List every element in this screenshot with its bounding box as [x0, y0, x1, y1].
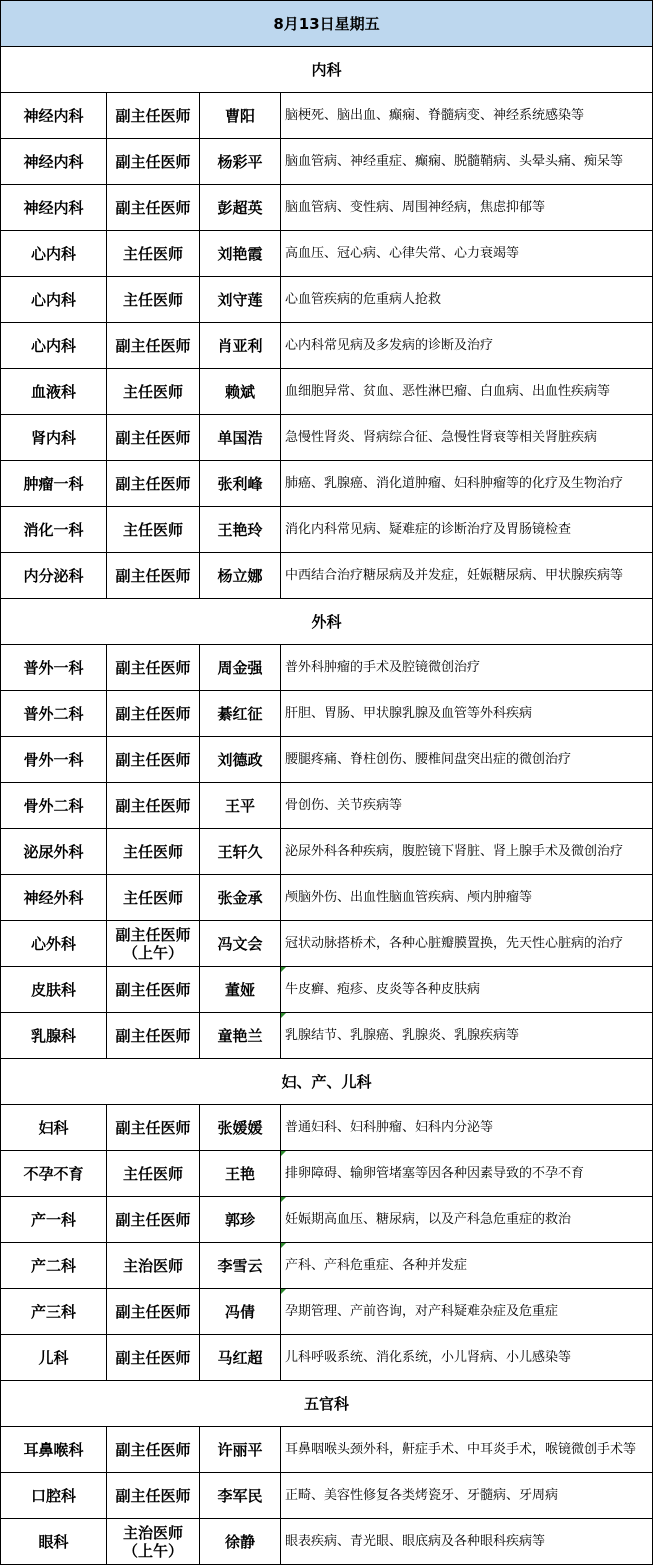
- specialty-text: 腰腿疼痛、脊柱创伤、腰椎间盘突出症的微创治疗: [285, 751, 572, 767]
- doctor-title: 副主任医师: [115, 750, 191, 769]
- specialty-cell: [281, 1289, 653, 1335]
- doctor-title: 主任医师: [122, 842, 183, 861]
- specialty-cell: [281, 1197, 653, 1243]
- section-title: 内科: [1, 47, 653, 93]
- doctor-name-cell: 张利峰: [200, 461, 281, 507]
- department-cell: 妇科: [1, 1105, 107, 1151]
- table-row: [1, 1243, 653, 1289]
- doctor-title: 副主任医师: [115, 658, 191, 677]
- specialty-cell: [281, 875, 653, 921]
- specialty-cell: [281, 1519, 653, 1565]
- doctor-name-cell: 童艳兰: [200, 1013, 281, 1059]
- doctor-name-cell: 杨立娜: [200, 553, 281, 599]
- table-row: [1, 185, 653, 231]
- specialty-cell: [281, 1105, 653, 1151]
- specialty-text: 妊娠期高血压、糖尿病，以及产科急危重症的救治: [285, 1211, 572, 1227]
- table-row: [1, 783, 653, 829]
- doctor-title: 副主任医师: [115, 566, 191, 585]
- table-row: [1, 507, 653, 553]
- doctor-title: 副主任医师: [115, 1026, 191, 1045]
- department-cell: 心内科: [1, 277, 107, 323]
- specialty-cell: [281, 507, 653, 553]
- specialty-cell: [281, 553, 653, 599]
- specialty-cell: [281, 967, 653, 1013]
- doctor-name-cell: 綦红征: [200, 691, 281, 737]
- cell-comment-marker-icon: [281, 1013, 286, 1018]
- doctor-title-cell: [107, 967, 200, 1013]
- doctor-name-cell: 董娅: [200, 967, 281, 1013]
- table-row: [1, 1289, 653, 1335]
- specialty-text: 眼表疾病、青光眼、眼底病及各种眼科疾病等: [285, 1533, 546, 1549]
- table-row: [1, 737, 653, 783]
- department-cell: 骨外一科: [1, 737, 107, 783]
- department-cell: 消化一科: [1, 507, 107, 553]
- section-header-row: [1, 1381, 653, 1427]
- doctor-title-cell: [107, 277, 200, 323]
- session-note: （上午）: [122, 943, 183, 962]
- department-cell: 乳腺科: [1, 1013, 107, 1059]
- specialty-cell: [281, 737, 653, 783]
- department-cell: 儿科: [1, 1335, 107, 1381]
- table-row: [1, 1427, 653, 1473]
- department-cell: 心外科: [1, 921, 107, 967]
- specialty-text: 脑梗死、脑出血、癫痫、脊髓病变、神经系统感染等: [285, 107, 585, 123]
- department-cell: 内分泌科: [1, 553, 107, 599]
- table-row: [1, 1105, 653, 1151]
- table-row: [1, 921, 653, 967]
- doctor-title: 副主任医师: [115, 1210, 191, 1229]
- cell-comment-marker-icon: [281, 1151, 286, 1156]
- department-cell: 神经内科: [1, 139, 107, 185]
- doctor-title: 副主任医师: [115, 704, 191, 723]
- table-row: [1, 1335, 653, 1381]
- table-row: [1, 1197, 653, 1243]
- doctor-title-cell: [107, 1197, 200, 1243]
- table-row: [1, 553, 653, 599]
- department-cell: 普外二科: [1, 691, 107, 737]
- specialty-cell: [281, 691, 653, 737]
- specialty-text: 泌尿外科各种疾病，腹腔镜下肾脏、肾上腺手术及微创治疗: [285, 843, 624, 859]
- doctor-title-cell: [107, 323, 200, 369]
- doctor-name-cell: 赖斌: [200, 369, 281, 415]
- doctor-name-cell: 曹阳: [200, 93, 281, 139]
- doctor-title: 主任医师: [122, 520, 183, 539]
- doctor-name-cell: 彭超英: [200, 185, 281, 231]
- table-row: [1, 323, 653, 369]
- specialty-cell: [281, 185, 653, 231]
- department-cell: 骨外二科: [1, 783, 107, 829]
- doctor-name-cell: 刘德政: [200, 737, 281, 783]
- doctor-name-cell: 李雪云: [200, 1243, 281, 1289]
- specialty-cell: [281, 1243, 653, 1289]
- department-cell: 产二科: [1, 1243, 107, 1289]
- specialty-cell: [281, 415, 653, 461]
- department-cell: 神经外科: [1, 875, 107, 921]
- table-row: [1, 1013, 653, 1059]
- doctor-name-cell: 张媛媛: [200, 1105, 281, 1151]
- specialty-text: 中西结合治疗糖尿病及并发症，妊娠糖尿病、甲状腺疾病等: [285, 567, 624, 583]
- department-cell: 产一科: [1, 1197, 107, 1243]
- table-row: [1, 461, 653, 507]
- doctor-title: 副主任医师: [115, 198, 191, 217]
- doctor-title: 副主任医师: [115, 1118, 191, 1137]
- table-row: [1, 231, 653, 277]
- doctor-title-cell: [107, 829, 200, 875]
- doctor-title-cell: [107, 1519, 200, 1565]
- department-cell: 泌尿外科: [1, 829, 107, 875]
- specialty-text: 产科、产科危重症、各种并发症: [285, 1257, 468, 1273]
- doctor-title: 副主任医师: [115, 428, 191, 447]
- specialty-text: 孕期管理、产前咨询，对产科疑难杂症及危重症: [285, 1303, 559, 1319]
- date-header-row: [1, 1, 653, 47]
- doctor-name-cell: 王艳玲: [200, 507, 281, 553]
- specialty-text: 肺癌、乳腺癌、消化道肿瘤、妇科肿瘤等的化疗及生物治疗: [285, 475, 624, 491]
- specialty-text: 心内科常见病及多发病的诊断及治疗: [285, 337, 494, 353]
- doctor-title: 副主任医师: [115, 1302, 191, 1321]
- doctor-title: 副主任医师: [115, 152, 191, 171]
- cell-comment-marker-icon: [281, 967, 286, 972]
- specialty-cell: [281, 1013, 653, 1059]
- specialty-cell: [281, 231, 653, 277]
- table-row: [1, 875, 653, 921]
- specialty-text: 消化内科常见病、疑难症的诊断治疗及胃肠镜检查: [285, 521, 572, 537]
- doctor-title: 副主任医师: [115, 336, 191, 355]
- doctor-title-cell: [107, 507, 200, 553]
- specialty-cell: [281, 829, 653, 875]
- doctor-title-cell: [107, 93, 200, 139]
- doctor-title-cell: [107, 1013, 200, 1059]
- specialty-text: 血细胞异常、贫血、恶性淋巴瘤、白血病、出血性疾病等: [285, 383, 611, 399]
- doctor-title-cell: [107, 415, 200, 461]
- specialty-cell: [281, 93, 653, 139]
- department-cell: 血液科: [1, 369, 107, 415]
- doctor-title-cell: [107, 875, 200, 921]
- specialty-cell: [281, 1427, 653, 1473]
- doctor-title: 副主任医师: [115, 1486, 191, 1505]
- doctor-title-cell: [107, 185, 200, 231]
- cell-comment-marker-icon: [281, 1243, 286, 1248]
- doctor-name-cell: 马红超: [200, 1335, 281, 1381]
- doctor-name-cell: 李军民: [200, 1473, 281, 1519]
- doctor-title-cell: [107, 737, 200, 783]
- table-row: [1, 967, 653, 1013]
- department-cell: 普外一科: [1, 645, 107, 691]
- doctor-title: 副主任医师: [115, 980, 191, 999]
- specialty-text: 耳鼻咽喉头颈外科，鼾症手术、中耳炎手术，喉镜微创手术等: [285, 1441, 637, 1457]
- cell-comment-marker-icon: [281, 1289, 286, 1294]
- specialty-text: 骨创伤、关节疾病等: [285, 797, 403, 813]
- specialty-cell: [281, 1151, 653, 1197]
- department-cell: 不孕不育: [1, 1151, 107, 1197]
- specialty-cell: [281, 461, 653, 507]
- doctor-name-cell: 郭珍: [200, 1197, 281, 1243]
- doctor-name-cell: 许丽平: [200, 1427, 281, 1473]
- department-cell: 神经内科: [1, 185, 107, 231]
- specialty-text: 心血管疾病的危重病人抢救: [285, 291, 442, 307]
- doctor-name-cell: 刘艳霞: [200, 231, 281, 277]
- table-row: [1, 645, 653, 691]
- session-note: （上午）: [122, 1541, 183, 1560]
- section-header-row: [1, 599, 653, 645]
- doctor-title: 主任医师: [122, 290, 183, 309]
- section-title: 外科: [1, 599, 653, 645]
- doctor-title-cell: [107, 461, 200, 507]
- specialty-text: 颅脑外伤、出血性脑血管疾病、颅内肿瘤等: [285, 889, 533, 905]
- doctor-title-cell: [107, 783, 200, 829]
- specialty-cell: [281, 323, 653, 369]
- doctor-title-cell: [107, 645, 200, 691]
- doctor-name-cell: 刘守莲: [200, 277, 281, 323]
- specialty-cell: [281, 1473, 653, 1519]
- doctor-name-cell: 王轩久: [200, 829, 281, 875]
- table-row: [1, 139, 653, 185]
- table-row: [1, 93, 653, 139]
- specialty-text: 乳腺结节、乳腺癌、乳腺炎、乳腺疾病等: [285, 1027, 520, 1043]
- specialty-text: 牛皮癣、疱疹、皮炎等各种皮肤病: [285, 981, 481, 997]
- specialty-text: 急慢性肾炎、肾病综合征、急慢性肾衰等相关肾脏疾病: [285, 429, 598, 445]
- doctor-title: 副主任医师: [115, 474, 191, 493]
- doctor-title: 主任医师: [122, 888, 183, 907]
- department-cell: 皮肤科: [1, 967, 107, 1013]
- specialty-text: 正畸、美容性修复各类烤瓷牙、牙髓病、牙周病: [285, 1487, 559, 1503]
- specialty-text: 排卵障碍、输卵管堵塞等因各种因素导致的不孕不育: [285, 1165, 585, 1181]
- specialty-text: 肝胆、胃肠、甲状腺乳腺及血管等外科疾病: [285, 705, 533, 721]
- specialty-text: 冠状动脉搭桥术，各种心脏瓣膜置换，先天性心脏病的治疗: [285, 935, 624, 951]
- doctor-title-cell: [107, 1473, 200, 1519]
- doctor-title-cell: [107, 1105, 200, 1151]
- doctor-name-cell: 冯倩: [200, 1289, 281, 1335]
- specialty-cell: [281, 783, 653, 829]
- specialty-cell: [281, 1335, 653, 1381]
- doctor-title-cell: [107, 1289, 200, 1335]
- specialty-cell: [281, 369, 653, 415]
- department-cell: 心内科: [1, 323, 107, 369]
- doctor-title-cell: [107, 1151, 200, 1197]
- department-cell: 肿瘤一科: [1, 461, 107, 507]
- doctor-title: 副主任医师: [115, 1440, 191, 1459]
- specialty-text: 普通妇科、妇科肿瘤、妇科内分泌等: [285, 1119, 494, 1135]
- doctor-name-cell: 肖亚利: [200, 323, 281, 369]
- table-row: [1, 829, 653, 875]
- doctor-title: 主任医师: [122, 382, 183, 401]
- doctor-title-cell: [107, 369, 200, 415]
- section-title: 五官科: [1, 1381, 653, 1427]
- cell-comment-marker-icon: [281, 1197, 286, 1202]
- doctor-title: 主治医师: [122, 1523, 183, 1542]
- doctor-name-cell: 张金承: [200, 875, 281, 921]
- table-row: [1, 1473, 653, 1519]
- department-cell: 神经内科: [1, 93, 107, 139]
- department-cell: 肾内科: [1, 415, 107, 461]
- doctor-title: 副主任医师: [115, 796, 191, 815]
- table-row: [1, 1151, 653, 1197]
- specialty-cell: [281, 139, 653, 185]
- specialty-text: 脑血管病、变性病、周围神经病，焦虑抑郁等: [285, 199, 546, 215]
- specialty-cell: [281, 645, 653, 691]
- section-header-row: [1, 1059, 653, 1105]
- doctor-title-cell: [107, 139, 200, 185]
- doctor-title-cell: [107, 1427, 200, 1473]
- department-cell: 产三科: [1, 1289, 107, 1335]
- doctor-title: 主任医师: [122, 1164, 183, 1183]
- doctor-title: 副主任医师: [115, 106, 191, 125]
- doctor-title-cell: [107, 1335, 200, 1381]
- doctor-name-cell: 徐静: [200, 1519, 281, 1565]
- doctor-title-cell: [107, 691, 200, 737]
- doctor-title-cell: [107, 553, 200, 599]
- doctor-title-cell: [107, 921, 200, 967]
- specialty-text: 儿科呼吸系统、消化系统，小儿肾病、小儿感染等: [285, 1349, 572, 1365]
- specialty-text: 普外科肿瘤的手术及腔镜微创治疗: [285, 659, 481, 675]
- doctor-name-cell: 王平: [200, 783, 281, 829]
- doctor-name-cell: 王艳: [200, 1151, 281, 1197]
- department-cell: 耳鼻喉科: [1, 1427, 107, 1473]
- doctor-title-cell: [107, 231, 200, 277]
- doctor-name-cell: 冯文会: [200, 921, 281, 967]
- section-title: 妇、产、儿科: [1, 1059, 653, 1105]
- table-row: [1, 1519, 653, 1565]
- date-header: 8月13日星期五: [1, 1, 653, 47]
- department-cell: 口腔科: [1, 1473, 107, 1519]
- table-row: [1, 415, 653, 461]
- specialty-text: 脑血管病、神经重症、癫痫、脱髓鞘病、头晕头痛、痴呆等: [285, 153, 624, 169]
- specialty-cell: [281, 921, 653, 967]
- doctor-title: 主任医师: [122, 244, 183, 263]
- department-cell: 心内科: [1, 231, 107, 277]
- specialty-cell: [281, 277, 653, 323]
- table-row: [1, 691, 653, 737]
- section-header-row: [1, 47, 653, 93]
- table-row: [1, 369, 653, 415]
- doctor-title: 副主任医师: [115, 925, 191, 944]
- doctor-name-cell: 周金强: [200, 645, 281, 691]
- table-row: [1, 277, 653, 323]
- doctor-name-cell: 杨彩平: [200, 139, 281, 185]
- doctor-name-cell: 单国浩: [200, 415, 281, 461]
- doctor-title-cell: [107, 1243, 200, 1289]
- doctor-title: 副主任医师: [115, 1348, 191, 1367]
- doctor-title: 主治医师: [122, 1256, 183, 1275]
- specialty-text: 高血压、冠心病、心律失常、心力衰竭等: [285, 245, 520, 261]
- department-cell: 眼科: [1, 1519, 107, 1565]
